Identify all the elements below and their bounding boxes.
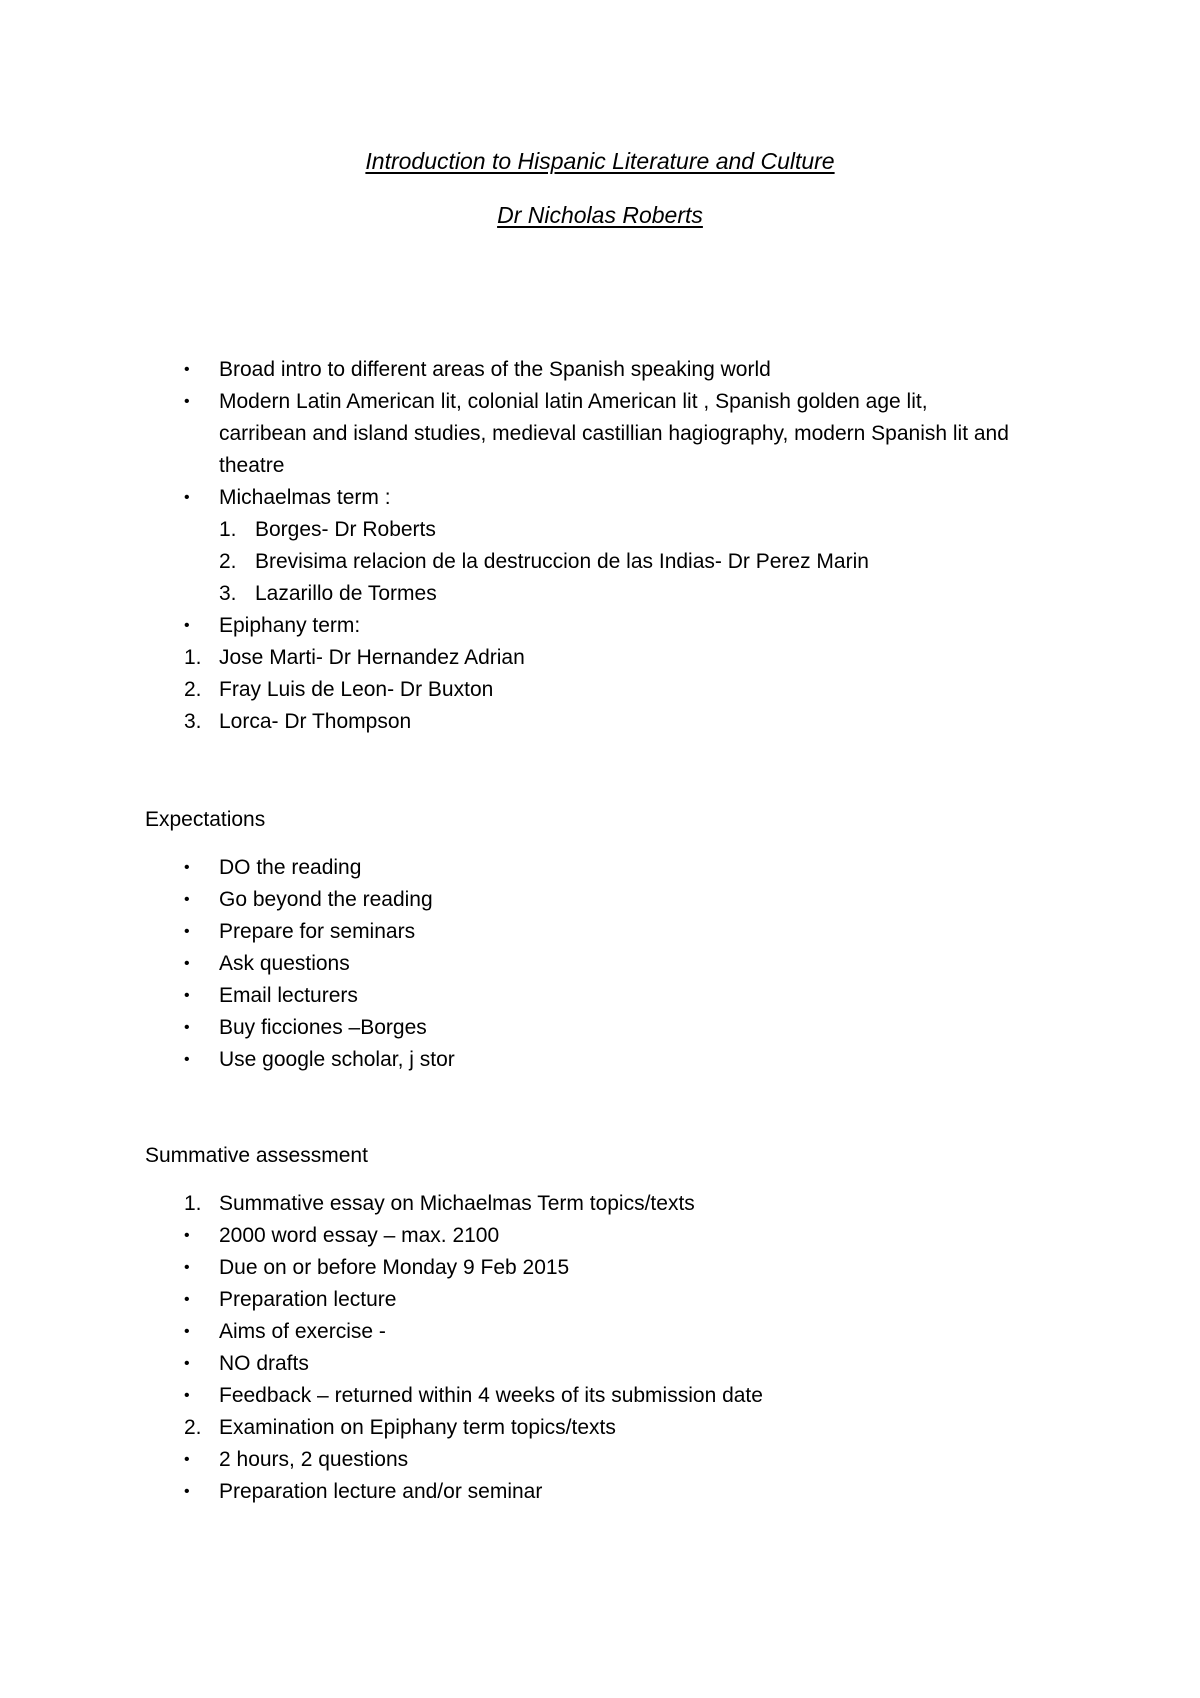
intro-bullet-text-continued: carribean and island studies, medieval castillian hagiography, modern Spanish lit and: [219, 422, 1009, 445]
michaelmas-item: Brevisima relacion de la destruccion de las Indias- Dr Perez Marin: [255, 550, 869, 573]
epiphany-item: Fray Luis de Leon- Dr Buxton: [219, 678, 494, 701]
bullet-glyph: •: [184, 1355, 190, 1372]
bullet-glyph: •: [184, 955, 190, 972]
bullet-glyph: •: [184, 1259, 190, 1276]
list-marker: 1.: [184, 1192, 202, 1215]
list-number: 2.: [184, 678, 202, 701]
intro-bullet-text: Modern Latin American lit, colonial latin American lit , Spanish golden age lit,: [219, 390, 928, 413]
document-title: Introduction to Hispanic Literature and Culture: [365, 148, 835, 174]
document-author: Dr Nicholas Roberts: [497, 202, 703, 228]
list-marker: 2.: [184, 1416, 202, 1439]
summative-item: Due on or before Monday 9 Feb 2015: [219, 1256, 570, 1279]
expectation-item: Ask questions: [219, 952, 350, 975]
bullet-glyph: •: [184, 1227, 190, 1244]
bullet-glyph: •: [184, 1323, 190, 1340]
bullet-glyph: •: [184, 1387, 190, 1404]
expectation-item: Prepare for seminars: [219, 920, 416, 943]
expectations-heading: Expectations: [145, 808, 266, 831]
bullet-glyph: •: [184, 1291, 190, 1308]
epiphany-item: Jose Marti- Dr Hernandez Adrian: [219, 646, 525, 669]
bullet-glyph: •: [184, 987, 190, 1004]
bullet-glyph: •: [184, 1483, 190, 1500]
summative-item: Preparation lecture: [219, 1288, 397, 1311]
bullet-glyph: •: [184, 859, 190, 876]
bullet-glyph: •: [184, 1051, 190, 1068]
summative-item: Aims of exercise -: [219, 1320, 386, 1343]
list-number: 3.: [219, 582, 237, 605]
expectation-item: DO the reading: [219, 856, 362, 879]
bullet-glyph: •: [184, 891, 190, 908]
michaelmas-item: Borges- Dr Roberts: [255, 518, 436, 541]
bullet-glyph: •: [184, 489, 190, 506]
bullet-glyph: •: [184, 361, 190, 378]
expectation-item: Use google scholar, j stor: [219, 1048, 455, 1071]
epiphany-item: Lorca- Dr Thompson: [219, 710, 412, 733]
list-number: 2.: [219, 550, 237, 573]
michaelmas-label: Michaelmas term :: [219, 486, 391, 509]
summative-item: Summative essay on Michaelmas Term topics/texts: [219, 1192, 695, 1215]
summative-item: 2000 word essay – max. 2100: [219, 1224, 500, 1247]
bullet-glyph: •: [184, 393, 190, 410]
expectation-item: Buy ficciones –Borges: [219, 1016, 427, 1039]
expectation-item: Email lecturers: [219, 984, 358, 1007]
list-number: 1.: [184, 646, 202, 669]
bullet-glyph: •: [184, 617, 190, 634]
summative-item: Feedback – returned within 4 weeks of its submission date: [219, 1384, 763, 1407]
epiphany-label: Epiphany term:: [219, 614, 361, 637]
summative-item: NO drafts: [219, 1352, 309, 1375]
summative-item: 2 hours, 2 questions: [219, 1448, 409, 1471]
bullet-glyph: •: [184, 923, 190, 940]
michaelmas-item: Lazarillo de Tormes: [255, 582, 437, 605]
bullet-glyph: •: [184, 1451, 190, 1468]
summative-item: Examination on Epiphany term topics/texts: [219, 1416, 616, 1439]
expectation-item: Go beyond the reading: [219, 888, 433, 911]
bullet-glyph: •: [184, 1019, 190, 1036]
list-number: 1.: [219, 518, 237, 541]
summative-item: Preparation lecture and/or seminar: [219, 1480, 543, 1503]
intro-bullet-text-continued: theatre: [219, 454, 285, 477]
intro-bullet-text: Broad intro to different areas of the Spanish speaking world: [219, 358, 771, 381]
list-number: 3.: [184, 710, 202, 733]
summative-heading: Summative assessment: [145, 1144, 368, 1167]
